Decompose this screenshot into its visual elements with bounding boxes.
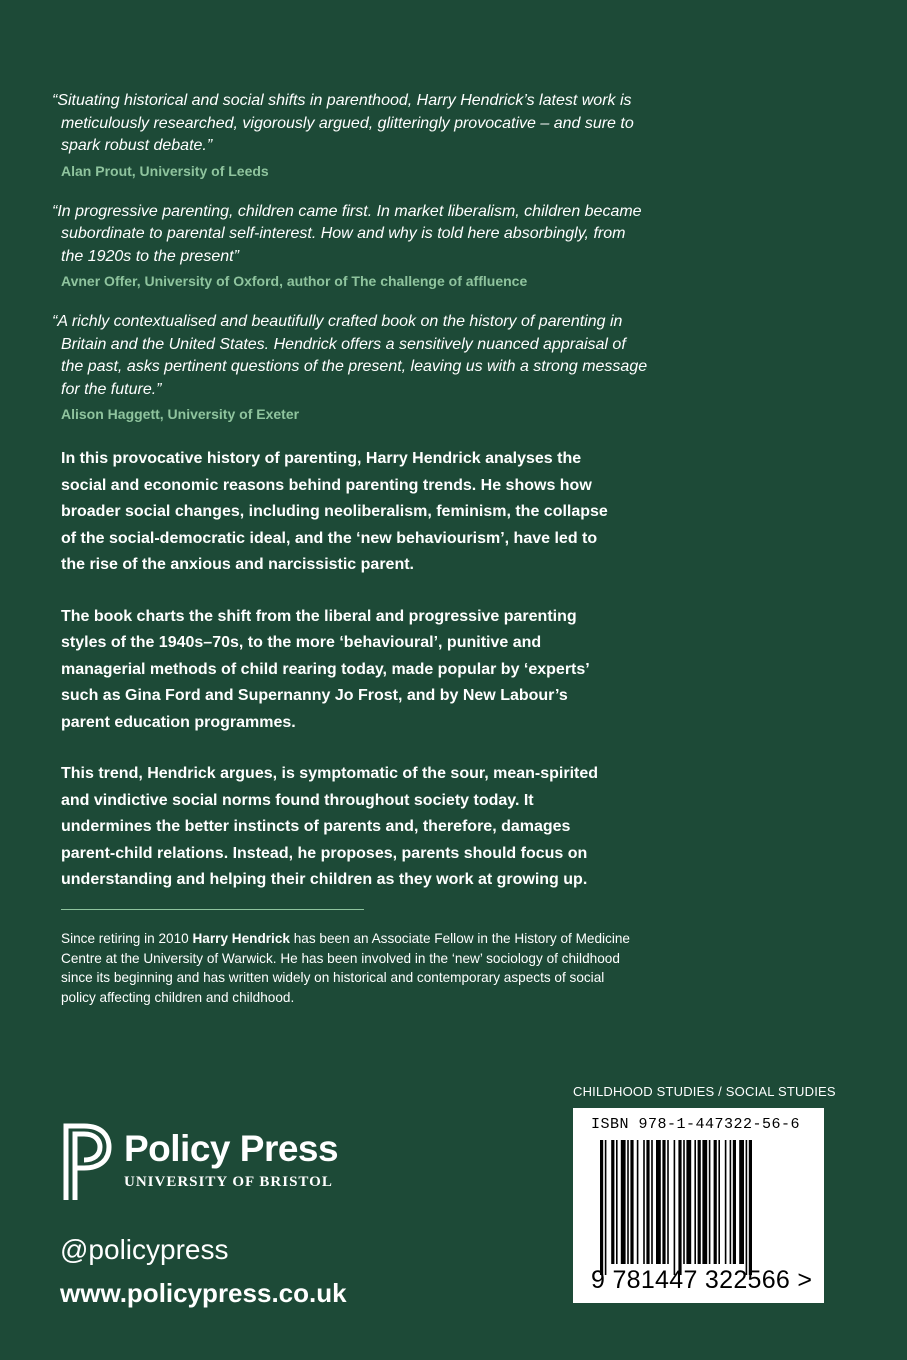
barcode-bar (686, 1140, 691, 1264)
quote-text: “A richly contextualised and beautifully crafted book on the history of parenting in Britain and the United States. Hendrick offers a sensitively nuanced appraisal of the past, asks pertinent questions of the present, leaving us with a strong message for the future.” (52, 313, 648, 398)
barcode-bar (749, 1140, 752, 1275)
ean-digits: 9 781447 322566 > (591, 1266, 813, 1294)
quote-text: “In progressive parenting, children came first. In market liberalism, children became subordinate to parental self-interest. How and why is told here absorbingly, from the 1920s to the present” (52, 202, 642, 265)
barcode-bar (725, 1140, 727, 1264)
quote-attribution: Alan Prout, University of Leeds (61, 162, 269, 179)
book-description (61, 446, 621, 919)
barcode-bar (739, 1140, 744, 1264)
barcode-bar (611, 1140, 614, 1264)
barcode-bar (674, 1140, 676, 1275)
author-name: Harry Hendrick (192, 931, 290, 946)
barcode-bar (709, 1140, 711, 1264)
endorsement (52, 90, 652, 180)
section-divider (61, 909, 364, 910)
barcode-bar (733, 1140, 736, 1264)
endorsement (52, 311, 652, 423)
bio-rest: has been an Associate Fellow in the History of Medicine Centre at the University of Warwick. He has been involved in the ‘new’ sociology of childhood since its beginning and has written widely on historical and contemporary aspects of social policy affecting children and childhood. (61, 931, 630, 1006)
barcode-bar (627, 1140, 629, 1264)
endorsement (52, 201, 652, 291)
subject-category: CHILDHOOD STUDIES / SOCIAL STUDIES (573, 1084, 836, 1099)
barcode-bar (678, 1140, 681, 1275)
barcode-bar (667, 1140, 669, 1264)
isbn-label: ISBN 978-1-447322-56-6 (591, 1116, 801, 1133)
website-link[interactable]: www.policypress.co.uk (60, 1278, 347, 1308)
description-paragraph: In this provocative history of parenting, Harry Hendrick analyses the social and economic reasons behind parenting trends. He shows how broader social changes, including neoliberalism, feminism, the collapse of the social-democratic ideal, and the ‘new behaviourism’, have led to the rise of the anxious and narcissistic parent. (61, 450, 608, 573)
barcode-bar (656, 1140, 661, 1264)
bio-intro: Since retiring in 2010 (61, 931, 193, 946)
description-paragraph: This trend, Hendrick argues, is symptomatic of the sour, mean-spirited and vindictive social norms found throughout society today. It undermines the better instincts of parents and, therefore, damages parent-child relations. Instead, he proposes, parents should focus on understanding and helping their children as they work at growing up. (61, 765, 599, 888)
barcode-bar (621, 1140, 626, 1264)
barcode-bar (600, 1140, 603, 1275)
quote-text: “Situating historical and social shifts in parenthood, Harry Hendrick’s latest work is meticulously researched, vigorously argued, glitteringly provocative – and sure to spark robust debate.” (52, 92, 634, 154)
author-bio (61, 929, 641, 1008)
barcode-bar (730, 1140, 732, 1264)
barcode-bar (646, 1140, 649, 1264)
quote-attribution: Avner Offer, University of Oxford, author of The challenge of affluence (61, 273, 528, 289)
barcode-bar (683, 1140, 685, 1264)
barcode-bar (746, 1140, 748, 1275)
barcode-bar (702, 1140, 707, 1264)
publisher-subtitle: UNIVERSITY OF BRISTOL (124, 1174, 333, 1190)
barcode-bar (616, 1140, 618, 1264)
barcode-bar (651, 1140, 653, 1264)
barcode-bar (637, 1140, 639, 1264)
barcode-bar (662, 1140, 665, 1264)
barcode-bar (643, 1140, 645, 1264)
barcode-bar (694, 1140, 696, 1264)
publisher-name: Policy Press (124, 1128, 339, 1169)
barcode-bar (714, 1140, 717, 1264)
social-handle[interactable]: @policypress (60, 1234, 229, 1265)
barcode-panel (573, 1108, 824, 1303)
description-paragraph: The book charts the shift from the liberal and progressive parenting styles of the 1940s–70s, to the more ‘behavioural’, punitive and managerial methods of child rearing today, made popular by ‘experts’ such as Gina Ford and Supernanny Jo Frost, and by New Labour’s parent education programmes. (61, 607, 589, 731)
policy-press-p-logo-icon (60, 1122, 112, 1200)
barcode-bar (630, 1140, 633, 1264)
barcode-bar (718, 1140, 720, 1264)
barcode-bar (605, 1140, 607, 1275)
endorsements (52, 90, 652, 444)
quote-attribution: Alison Haggett, University of Exeter (61, 406, 300, 422)
barcode-bar (698, 1140, 701, 1264)
